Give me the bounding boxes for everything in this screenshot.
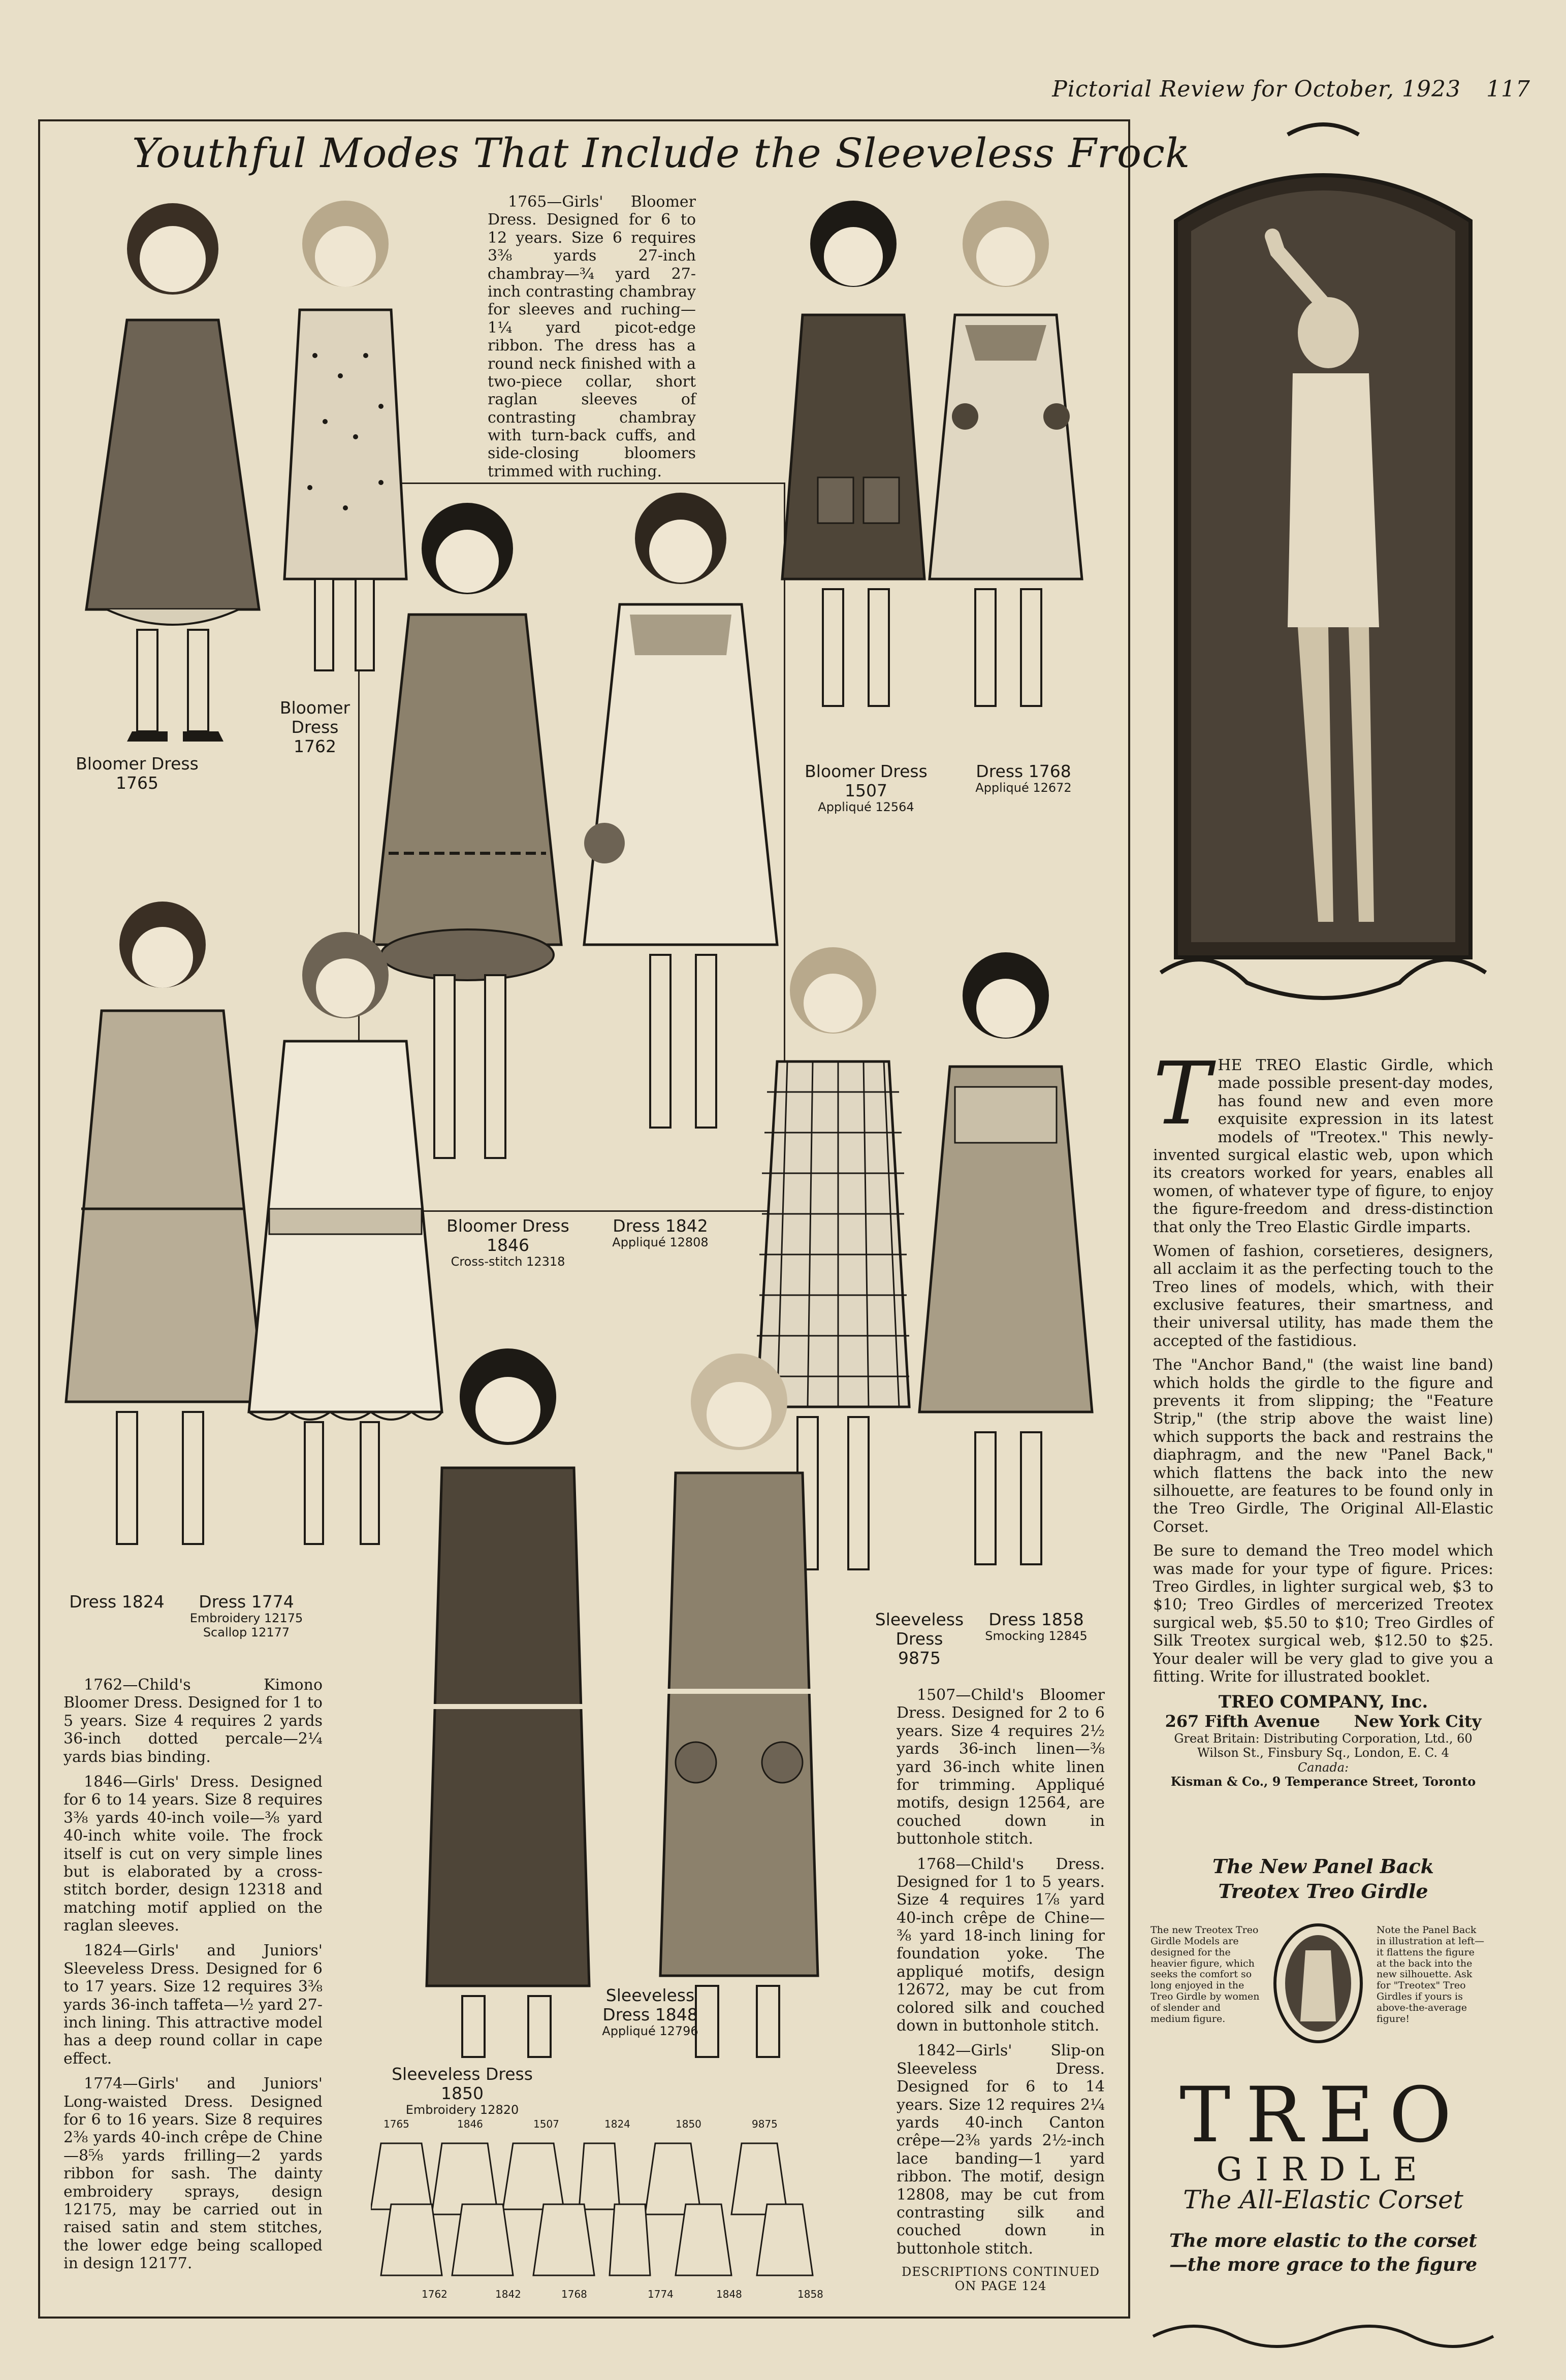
caption-sub: Cross-stitch 12318 bbox=[451, 1254, 565, 1269]
caption-number: Dress 1848 bbox=[602, 2004, 698, 2024]
caption-title: Dress 1824 bbox=[69, 1592, 165, 1612]
description-left-column bbox=[63, 1676, 323, 2280]
caption-1846 bbox=[437, 1216, 579, 1269]
left-note: The new Treotex Treo Girdle Models are designed for the heavier figure, which seeks the comfort so long enjoyed in the Treo Girdle by women of slender and medium figure. bbox=[1150, 1924, 1260, 2024]
caption-sub: Embroidery 12820 bbox=[405, 2102, 519, 2117]
panel-title-line-2: Treotex Treo Girdle bbox=[1218, 1880, 1428, 1903]
caption-title: Dress 1774 bbox=[199, 1592, 294, 1612]
tagline-line-1: The more elastic to the corset bbox=[1169, 2230, 1477, 2252]
flat-sketches bbox=[371, 2133, 838, 2280]
description-1842: 1842—Girls' Slip-on Sleeveless Dress. Designed for 6 to 14 years. Size 12 requires 2¼ yards 40-inch Canton crêpe—2⅜ yards 2½-inch lace banding—1 yard ribbon. The motif, design 12808, may be cut from contrasting silk and couched down in buttonhole stitch. bbox=[897, 2042, 1105, 2258]
caption-1842 bbox=[599, 1216, 721, 1250]
sketch-number-bottom-3: 1768 bbox=[561, 2288, 587, 2300]
description-1762: 1762—Child's Kimono Bloomer Dress. Designed for 1 to 5 years. Size 4 requires 2 yards 36-inch dotted percale—2¼ yards bias binding. bbox=[63, 1676, 323, 1766]
caption-1768 bbox=[960, 762, 1087, 795]
descriptions-continued: DESCRIPTIONS CONTINUED ON PAGE 124 bbox=[901, 2265, 1100, 2294]
figure-1850 bbox=[386, 1341, 630, 2082]
caption-1762 bbox=[269, 698, 361, 756]
caption-title: Bloomer Dress bbox=[805, 761, 928, 781]
figure-1848 bbox=[620, 1346, 858, 2087]
sketch-number-bottom-2: 1842 bbox=[495, 2288, 521, 2300]
ad-paragraph-1: HE TREO Elastic Girdle, which made possible present-day modes, has found new and even more exquisite expression in its latest models of "Treotex." This newly-invented surgical elastic web, upon which its creators worked for years, enables all women, of whatever type of figure, to enjoy the figure-freedom and dress-distinction that only the Treo Elastic Girdle imparts. bbox=[1153, 1056, 1493, 1236]
sketch-number-top-1: 1765 bbox=[383, 2118, 409, 2130]
ornament-bottom bbox=[1148, 2316, 1498, 2357]
caption-sub: Appliqué 12672 bbox=[975, 780, 1072, 795]
dropcap-letter: T bbox=[1153, 1044, 1211, 1144]
description-1774: 1774—Girls' and Juniors' Long-waisted Dress. Designed for 6 to 16 years. Size 8 requires 2⅜ yards 40-inch crêpe de Chine—8⅝ yards frilling—2 yards ribbon for sash. The dainty embroidery sprays, design 12175, may be carried out in raised satin and stem stitches, the lower edge being scalloped in design 12177. bbox=[63, 2075, 323, 2273]
caption-1774 bbox=[188, 1592, 305, 1639]
description-1768: 1768—Child's Dress. Designed for 1 to 5 years. Size 4 requires 1⅞ yard 40-inch crêpe de Chine—⅜ yard 18-inch lining for foundation yoke. The appliqué motifs, design 12672, may be cut from colored silk and couched down in buttonhole stitch. bbox=[897, 1855, 1105, 2035]
caption-number: Dress 9875 bbox=[896, 1628, 943, 1668]
description-right-column bbox=[897, 1686, 1105, 2301]
caption-sub-2: Scallop 12177 bbox=[203, 1625, 290, 1639]
figure-1768 bbox=[909, 193, 1102, 731]
tagline bbox=[1145, 2229, 1501, 2277]
caption-sub: Smocking 12845 bbox=[985, 1628, 1088, 1643]
description-1846: 1846—Girls' Dress. Designed for 6 to 14 years. Size 8 requires 3⅜ yards 40-inch voile—⅜ yard 40-inch white voile. The frock itself is cut on very simple lines but is elaborated by a cross-stitch border, design 12318 and matching motif applied on the raglan sleeves. bbox=[63, 1773, 323, 1935]
panel-back-title bbox=[1153, 1854, 1493, 1904]
caption-title: Dress 1858 bbox=[988, 1610, 1084, 1629]
page-header bbox=[1052, 76, 1530, 102]
caption-number: 1846 bbox=[487, 1235, 529, 1255]
caption-title: Bloomer Dress bbox=[76, 754, 199, 774]
treo-logo bbox=[1145, 2071, 1501, 2277]
caption-sub: Embroidery 12175 bbox=[189, 1611, 303, 1625]
sketch-number-top-5: 1850 bbox=[676, 2118, 701, 2130]
caption-1848 bbox=[589, 1986, 711, 2038]
description-1507: 1507—Child's Bloomer Dress. Designed for 2 to 6 years. Size 4 requires 2½ yards 36-inch linen—⅜ yard 36-inch white linen for trimming. Appliqué motifs, design 12564, are couched down in buttonhole stitch. bbox=[897, 1686, 1105, 1848]
sketch-number-bottom-6: 1858 bbox=[797, 2288, 823, 2300]
caption-1858 bbox=[975, 1610, 1097, 1644]
great-britain-distributor: Great Britain: Distributing Corporation, Ltd., 60 Wilson St., Finsbury Sq., London, E. C. 4 bbox=[1174, 1731, 1473, 1760]
publication-title: Pictorial Review for October, 1923 bbox=[1052, 76, 1461, 102]
caption-number: 1507 bbox=[845, 780, 887, 800]
caption-1507 bbox=[797, 762, 935, 814]
description-1765 bbox=[488, 193, 696, 488]
page-number: 117 bbox=[1486, 76, 1530, 102]
tagline-line-2: —the more grace to the figure bbox=[1169, 2254, 1478, 2275]
right-note: Note the Panel Back in illustration at left—it flattens the figure at the back into the new silhouette. Ask for "Treotex" Treo Girdles if yours is above-the-average figure! bbox=[1377, 1924, 1485, 2024]
ad-paragraph-2: Women of fashion, corsetieres, designers, all acclaim it as the perfecting touch to the Treo lines of models, which, with their exclusive features, their smartness, and their universal utility, has made them the accepted of the fastidious. bbox=[1153, 1242, 1493, 1350]
girdle-medallion bbox=[1270, 1920, 1366, 2047]
logo-subtitle: The All-Elastic Corset bbox=[1183, 2185, 1463, 2214]
caption-9875 bbox=[874, 1610, 965, 1668]
logo-girdle: GIRDLE bbox=[1216, 2151, 1430, 2189]
figure-1765 bbox=[66, 193, 279, 752]
company-address: 267 Fifth Avenue New York City bbox=[1165, 1712, 1482, 1731]
panel-title-line-1: The New Panel Back bbox=[1212, 1855, 1434, 1878]
caption-sub: Appliqué 12808 bbox=[612, 1235, 709, 1249]
description-1824: 1824—Girls' and Juniors' Sleeveless Dress. Designed for 6 to 17 years. Size 12 requires 3⅜ yards 36-inch taffeta—½ yard 27-inch lining. This attractive model has a deep round collar in cape effect. bbox=[63, 1942, 323, 2068]
caption-title: Sleeveless bbox=[605, 1985, 695, 2005]
figure-1858 bbox=[904, 945, 1107, 1595]
sketch-number-top-2: 1846 bbox=[457, 2118, 483, 2130]
logo-treo: TREO bbox=[1179, 2071, 1467, 2160]
canada-label: Canada: bbox=[1297, 1760, 1349, 1775]
sketch-number-top-4: 1824 bbox=[604, 2118, 630, 2130]
sketch-number-top-3: 1507 bbox=[533, 2118, 559, 2130]
caption-number: 1762 bbox=[294, 736, 336, 756]
ad-paragraph-4: Be sure to demand the Treo model which was made for your type of figure. Prices: Treo Girdles, in lighter surgical web, $3 to $10; Treo Girdles of mercerized Treotex surgical web, $5.50 to $10; Treo Girdles of Silk Treotex surgical web, $12.50 to $25. Your dealer will be very glad to give you a fitting. Write for illustrated booklet. bbox=[1153, 1542, 1493, 1686]
caption-sub: Appliqué 12564 bbox=[818, 799, 914, 814]
caption-title: Dress 1842 bbox=[613, 1216, 708, 1236]
caption-title: Dress 1768 bbox=[976, 761, 1071, 781]
page-title: Youthful Modes That Include the Sleeveless Frock bbox=[132, 130, 1191, 177]
caption-number: 1765 bbox=[116, 773, 158, 793]
caption-1850 bbox=[386, 2065, 538, 2117]
treo-ad-copy bbox=[1153, 1044, 1493, 1789]
canada-distributor: Kisman & Co., 9 Temperance Street, Toronto bbox=[1170, 1774, 1476, 1789]
caption-title: Bloomer Dress bbox=[279, 698, 350, 737]
caption-1824 bbox=[66, 1592, 168, 1612]
treo-photo-frame bbox=[1145, 119, 1501, 1034]
company-name: TREO COMPANY, Inc. bbox=[1218, 1692, 1428, 1713]
sketch-number-top-6: 9875 bbox=[752, 2118, 778, 2130]
caption-1765 bbox=[61, 754, 213, 793]
description-text: 1765—Girls' Bloomer Dress. Designed for 6 to 12 years. Size 6 requires 3⅜ yards 27-inch chambray—¾ yard 27-inch contrasting chambray for sleeves and ruching—1¼ yard picot-edge ribbon. The dress has a round neck finished with a two-piece collar, short raglan sleeves of contrasting chambray with turn-back cuffs, and side-closing bloomers trimmed with ruching. bbox=[488, 193, 696, 480]
caption-title: Sleeveless bbox=[875, 1610, 964, 1629]
caption-title: Bloomer Dress bbox=[446, 1216, 569, 1236]
caption-sub: Appliqué 12796 bbox=[602, 2023, 698, 2038]
caption-number: 1850 bbox=[441, 2083, 484, 2103]
sketch-number-bottom-1: 1762 bbox=[422, 2288, 448, 2300]
caption-title: Sleeveless Dress bbox=[392, 2064, 533, 2084]
sketch-number-bottom-5: 1848 bbox=[716, 2288, 742, 2300]
sketch-number-bottom-4: 1774 bbox=[648, 2288, 674, 2300]
ad-paragraph-3: The "Anchor Band," (the waist line band) which holds the girdle to the figure and prevents it from slipping; the "Feature Strip," (the strip above the waist line) which supports the back and restrains the diaphragm, and the new "Panel Back," which flattens the back into the new silhouette, are features to be found only in the Treo Girdle, The Original All-Elastic Corset. bbox=[1153, 1356, 1493, 1536]
